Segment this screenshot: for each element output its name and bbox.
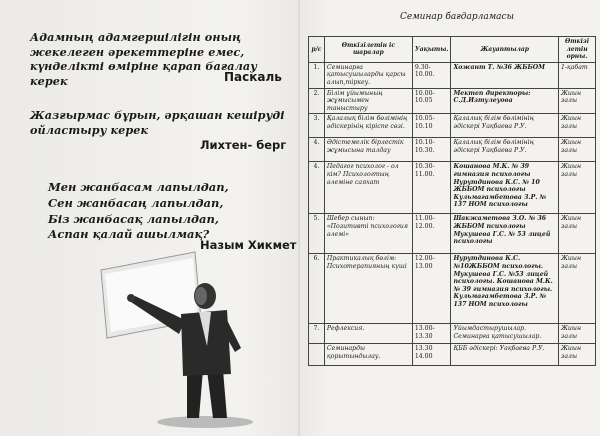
- cell-num: 2.: [309, 88, 325, 114]
- cell-topic: Семинарға қатысушыларды қарсы алып,тіркеу.: [324, 62, 412, 88]
- cell-time: 10.30-11.00.: [412, 162, 451, 214]
- cell-form: 1-қабат: [558, 62, 595, 88]
- cell-num: 6.: [309, 254, 325, 324]
- cell-time: 13.30 14.00: [412, 344, 451, 366]
- cell-time: 12.00-13.00: [412, 254, 451, 324]
- cell-form: Жиын залы: [558, 344, 595, 366]
- cell-topic: Семинарды қорытындылау.: [324, 344, 412, 366]
- table-row: [309, 114, 596, 138]
- poem-line: Мен жанбасам лапылдап,: [48, 180, 229, 194]
- cell-time: 10.05-10.10: [412, 114, 451, 138]
- poem-line: Аспан қалай ашылмақ?: [48, 227, 210, 242]
- author-lichtenberg: Лихтен- берг: [200, 138, 287, 152]
- cell-time: 9.30-10.00.: [412, 62, 451, 88]
- poem-line: Сен жанбасаң лапылдап,: [48, 195, 224, 210]
- table-row: [309, 162, 596, 214]
- table-header-row: [309, 37, 596, 63]
- program-title: Семинар бағдарламасы: [400, 12, 514, 22]
- cell-responsible: Нурутдинова К.С. №10ЖББОМ психологы. Мукушева Г.С. №53 лицей психологы. Кошанова М.К. № 39 гимназия психологы. Кульмагамбетова З.Р. № 137 НОМ психологы: [451, 254, 559, 324]
- header-topic: Өткізілетін іс шаралар: [324, 37, 412, 63]
- cell-time: 10.10-10.30.: [412, 138, 451, 162]
- left-panel: [0, 0, 298, 436]
- cell-num: [309, 344, 325, 366]
- table-row: [309, 344, 596, 366]
- cell-topic: Шебер сынып: «Позитивті психология әлемі»: [324, 214, 412, 254]
- header-time: Уақыты.: [412, 37, 451, 63]
- table-row: [309, 254, 596, 324]
- table-row: [309, 324, 596, 344]
- right-panel: [300, 0, 600, 436]
- header-num: р/с: [309, 37, 325, 63]
- cell-form: Жиын залы: [558, 324, 595, 344]
- cell-time: 10.00-10.05: [412, 88, 451, 114]
- cell-num: 1.: [309, 62, 325, 88]
- cell-responsible: Мектеп директоры: С.Д.Изтулеуова: [451, 88, 559, 114]
- cell-responsible: Кошанова М.К. № 39 гимназия психологы Нурутдинова К.С. № 10 ЖББОМ психологы Кульмагамбетова З.Р. № 137 НОМ психологы: [451, 162, 559, 214]
- cell-form: Жиын залы: [558, 114, 595, 138]
- cell-time: 11.00-12.00.: [412, 214, 451, 254]
- poem-line: Біз жанбасақ лапылдап,: [48, 211, 219, 226]
- cell-form: Жиын залы: [558, 214, 595, 254]
- poem: [48, 180, 229, 243]
- table-row: [309, 138, 596, 162]
- cell-num: 3.: [309, 114, 325, 138]
- cell-responsible: Қалалық білім бөлімінің әдіскері Уақбаева Р.У.: [451, 114, 559, 138]
- cell-topic: Рефлексия.: [324, 324, 412, 344]
- author-paskal: Паскаль: [224, 70, 282, 84]
- program-table: [308, 36, 596, 366]
- table-row: [309, 214, 596, 254]
- cell-num: 7.: [309, 324, 325, 344]
- cell-responsible: Уйымдастырушылар. Семинарға қатысушылар.: [451, 324, 559, 344]
- cell-responsible: Шакжаметова З.О. № 36 ЖББОМ психологы Мукушева Г.С. № 53 лицей психологы: [451, 214, 559, 254]
- quote-lichtenberg: Жазғырмас бұрын, әрқашан кешіруді ойластыру керек: [30, 108, 285, 137]
- cell-num: 4.: [309, 138, 325, 162]
- cell-form: Жиын залы: [558, 162, 595, 214]
- cell-topic: Практикалық бөлім: Психотерапияның күші: [324, 254, 412, 324]
- cell-form: Жиын залы: [558, 254, 595, 324]
- cell-topic: Білім ұйымының жұмысымен таныстыру: [324, 88, 412, 114]
- cell-num: 5.: [309, 214, 325, 254]
- cell-topic: Қалалық білім бөлімінің әдіскерінің кіріспе сөзі.: [324, 114, 412, 138]
- cell-topic: Педагог психолог - ол кім? Психологтың әлеміне саяхат: [324, 162, 412, 214]
- table-row: [309, 88, 596, 114]
- quote-paskal: Адамның адамгершілігін оның жекелеген әрекеттеріне емес, күнделікті өміріне қарап бағалау керек: [30, 30, 258, 88]
- cell-form: Жиын залы: [558, 138, 595, 162]
- header-responsible: Жауаптылар: [451, 37, 559, 63]
- cell-time: 13.00-13.30: [412, 324, 451, 344]
- author-hikmet: Назым Хикмет: [200, 238, 297, 252]
- cell-responsible: Хожант Т. №36 ЖББОМ: [451, 62, 559, 88]
- table-row: [309, 62, 596, 88]
- cell-form: Жиын залы: [558, 88, 595, 114]
- cell-responsible: ҚББ әдіскері: Уақбаева Р.У.: [451, 344, 559, 366]
- cell-topic: Әдістемелік бірлестік жұмысына талдау: [324, 138, 412, 162]
- cell-num: 4.: [309, 162, 325, 214]
- presenter-figure-icon: [95, 250, 265, 430]
- header-form: Өткізі летін орны.: [558, 37, 595, 63]
- cell-responsible: Қалалық білім бөлімінің әдіскері Уақбаева Р.У.: [451, 138, 559, 162]
